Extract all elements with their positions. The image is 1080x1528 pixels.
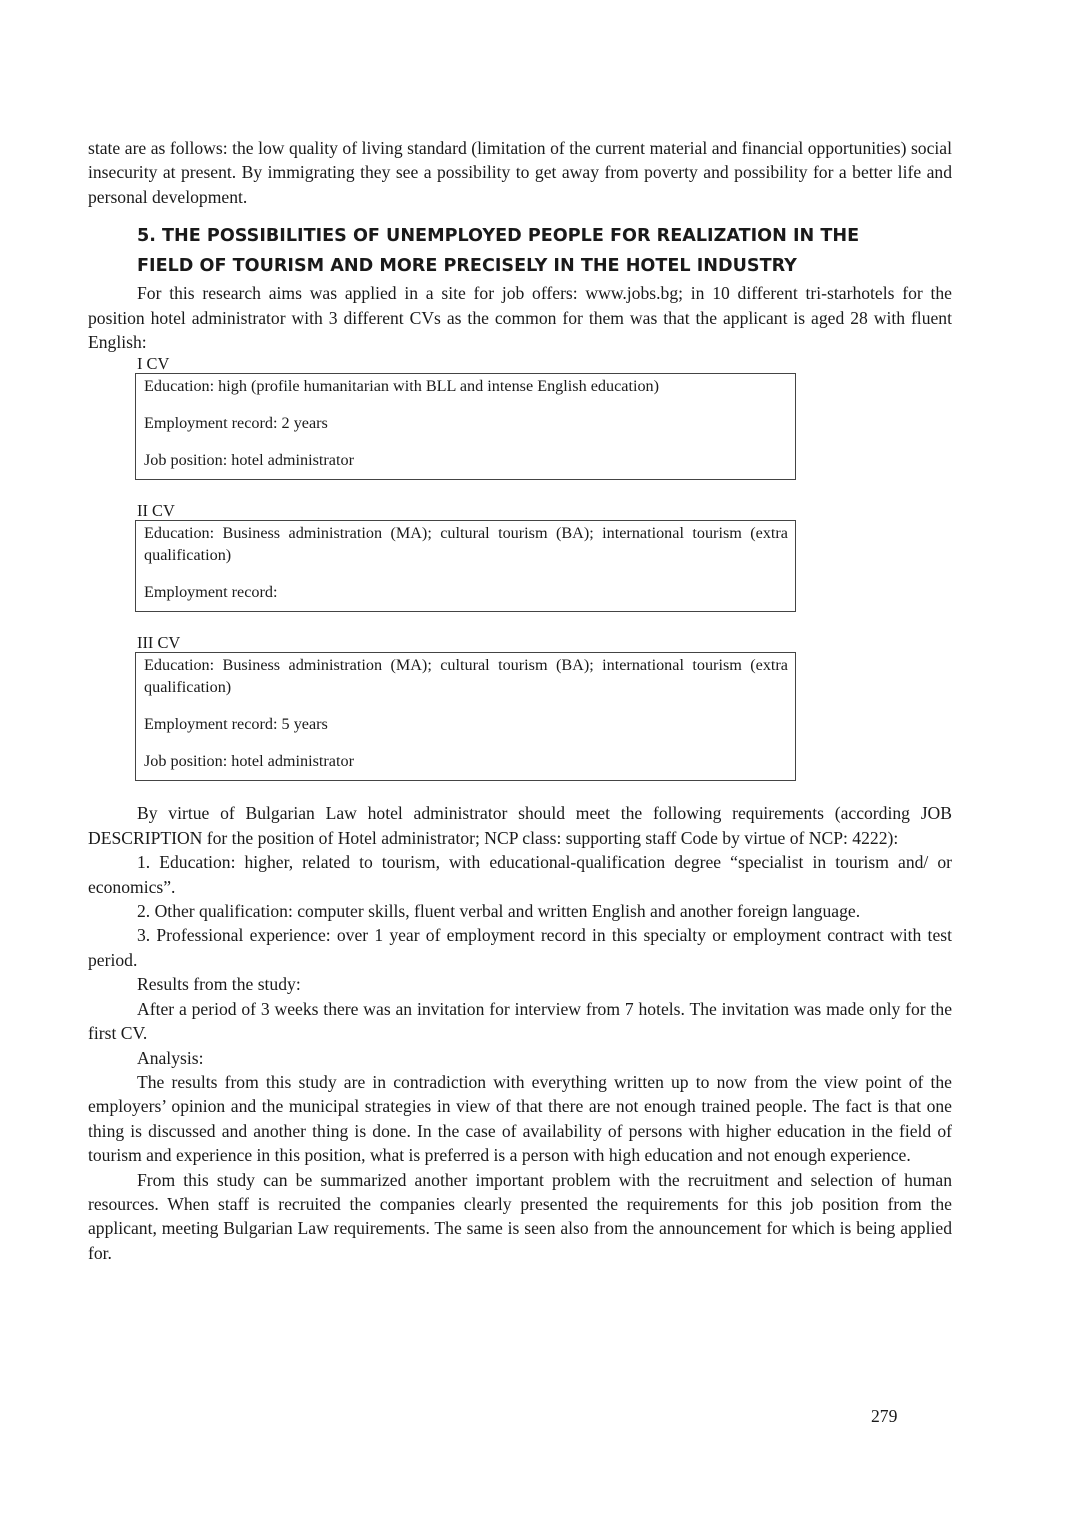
cv-1-education: Education: high (profile humanitarian with BLL and intense English education) — [144, 377, 660, 396]
cv-box-3 — [135, 652, 796, 781]
intro-paragraph: state are as follows: the low quality of living standard (limitation of the current material and financial opportunities) social insecurity at present. By immigrating they see a possibility to get away from poverty and possibility for a better life and personal development. — [88, 138, 952, 207]
section-heading-line-1: 5. THE POSSIBILITIES OF UNEMPLOYED PEOPLE FOR REALIZATION IN THE — [137, 226, 860, 247]
cv-label-1: I CV — [137, 354, 170, 374]
analysis-text: The results from this study are in contradiction with everything written up to now from the view point of the employers’ opinion and the municipal strategies in view of that there are not enough trained people. The fact is that one thing is discussed and another thing is done. In the case of availability of persons with higher education in the field of tourism and experience in this position, what is preferred is a person with high education and not enough experience. — [88, 1071, 952, 1166]
cv-3-employment: Employment record: 5 years — [144, 715, 328, 734]
cv-box-2 — [135, 520, 796, 612]
research-paragraph: For this research aims was applied in a site for job offers: www.jobs.bg; in 10 different tri-starhotels for the position hotel administrator with 3 different CVs as the common for them was that the applicant is aged 28 with fluent English: — [88, 283, 952, 353]
cv-2-employment: Employment record: — [144, 583, 278, 602]
page-body — [88, 136, 952, 1265]
results-label: Results from the study: — [137, 974, 301, 995]
cv-label-3: III CV — [137, 633, 181, 653]
requirement-1: 1. Education: higher, related to tourism, with educational-qualification degree “specialist in tourism and/ or economics”. — [88, 852, 952, 897]
requirement-2: 2. Other qualification: computer skills, fluent verbal and written English and another foreign language. — [137, 901, 861, 922]
summary-text: From this study can be summarized another important problem with the recruitment and selection of human resources. When staff is recruited the companies clearly presented the requirements for this job position from the applicant, meeting Bulgarian Law requirements. The same is seen also from the announcement for which is being applied for. — [88, 1169, 952, 1263]
cv-1-job: Job position: hotel administrator — [144, 451, 354, 470]
law-paragraph: By virtue of Bulgarian Law hotel administrator should meet the following requirements (according JOB DESCRIPTION for the position of Hotel administrator; NCP class: supporting staff Code by virtue of NCP: 4222): — [88, 803, 952, 848]
cv-label-2: II CV — [137, 501, 175, 521]
cv-3-job: Job position: hotel administrator — [144, 752, 354, 771]
cv-2-education: Education: Business administration (MA); cultural tourism (BA); international tourism (extra qualification) — [144, 524, 788, 565]
requirement-3: 3. Professional experience: over 1 year of employment record in this specialty or employment contract with test period. — [88, 925, 952, 970]
results-text: After a period of 3 weeks there was an invitation for interview from 7 hotels. The invitation was made only for the first CV. — [88, 998, 952, 1044]
page-number: 279 — [871, 1406, 898, 1426]
cv-box-1 — [135, 373, 796, 480]
cv-3-education: Education: Business administration (MA); cultural tourism (BA); international tourism (extra qualification) — [144, 656, 788, 697]
analysis-label: Analysis: — [137, 1047, 204, 1068]
cv-1-employment: Employment record: 2 years — [144, 414, 328, 433]
section-heading-line-2: FIELD OF TOURISM AND MORE PRECISELY IN THE HOTEL INDUSTRY — [137, 256, 797, 277]
